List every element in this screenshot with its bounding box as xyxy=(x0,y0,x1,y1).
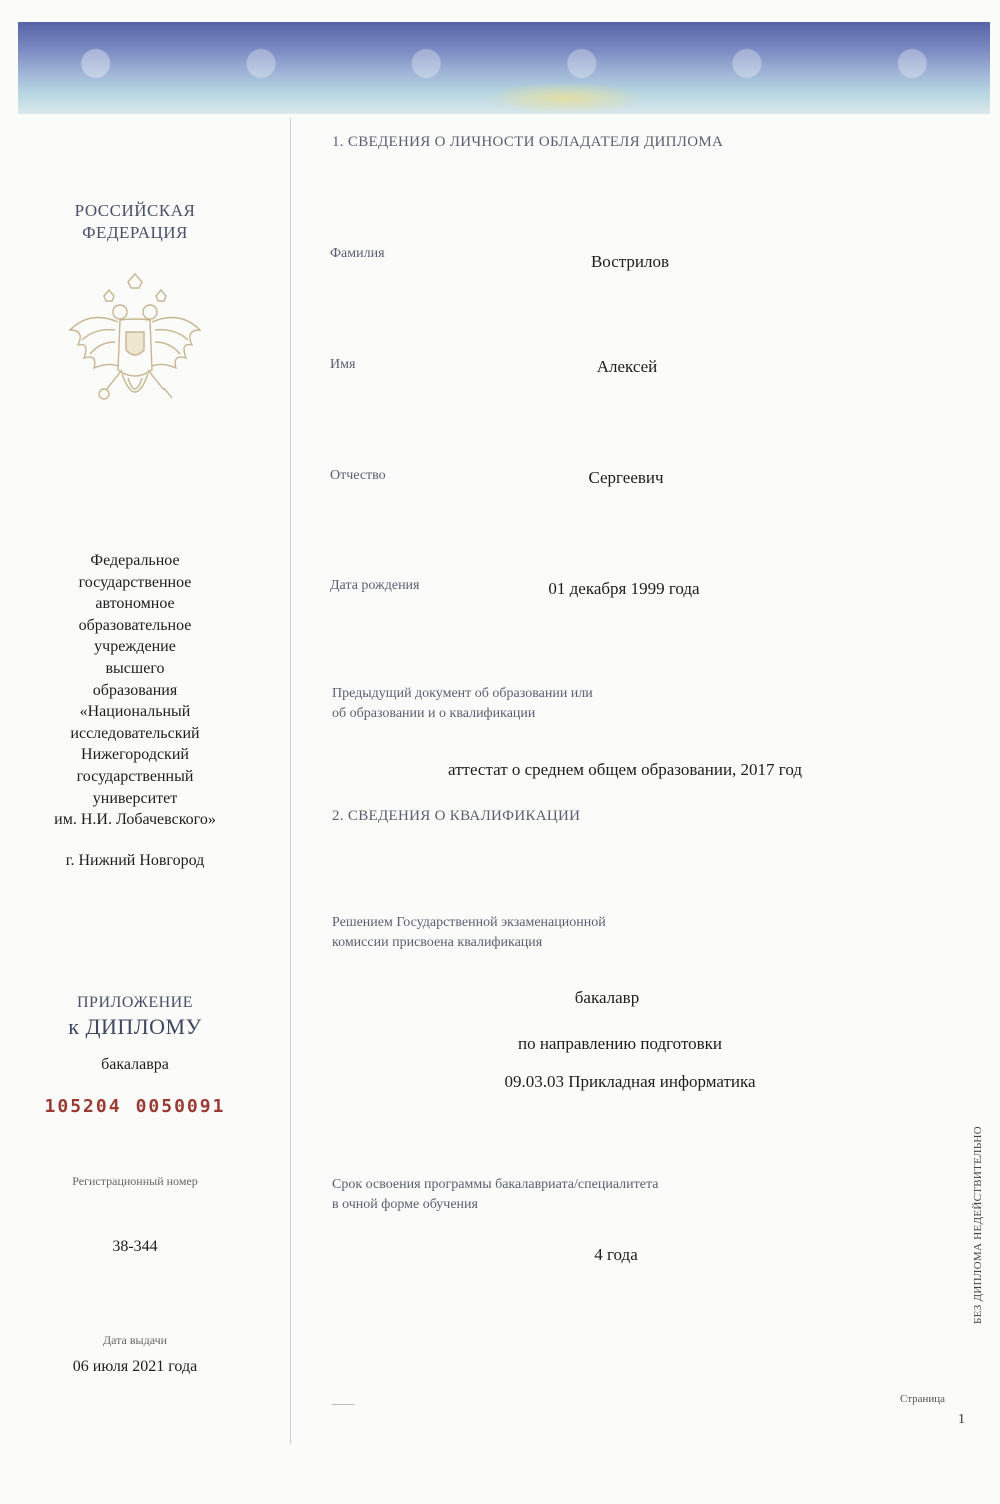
country-line-1: РОССИЙСКАЯ xyxy=(74,201,196,220)
registration-number: 38-344 xyxy=(112,1238,158,1255)
registration-label: Регистрационный номер xyxy=(72,1174,198,1188)
surname-value: Вострилов xyxy=(590,252,670,271)
previous-document-value: аттестат о среднем общем образовании, 2017 год xyxy=(447,760,803,779)
org-line: исследовательский xyxy=(70,724,200,742)
org-line: им. Н.И. Лобачевского» xyxy=(54,811,216,829)
serial-series: 105204 xyxy=(44,1096,122,1117)
city: г. Нижний Новгород xyxy=(65,852,205,869)
prev-doc-label-line-2: об образовании и о квалификации xyxy=(332,706,536,721)
study-term-label xyxy=(332,1175,658,1215)
country-name xyxy=(0,200,270,244)
page-number: 1 xyxy=(958,1412,965,1427)
birth-date-label: Дата рождения xyxy=(330,578,420,593)
footer-dash xyxy=(332,1404,354,1405)
org-line: высшего xyxy=(105,659,165,677)
degree-level: бакалавра xyxy=(101,1056,169,1073)
patronymic-label: Отчество xyxy=(330,468,386,483)
decision-line-1: Решением Государственной экзаменационной xyxy=(332,915,606,930)
coat-of-arms-icon xyxy=(60,270,210,420)
term-line-2: в очной форме обучения xyxy=(332,1197,478,1212)
study-term-value: 4 года xyxy=(594,1245,638,1264)
org-line: автономное xyxy=(95,595,175,613)
term-line-1: Срок освоения программы бакалавриата/специалитета xyxy=(332,1177,659,1192)
previous-document-label xyxy=(332,684,593,724)
qualification-decision-label xyxy=(332,913,606,953)
column-divider xyxy=(290,118,291,1444)
decision-line-2: комиссии присвоена квалификация xyxy=(332,935,543,950)
country-line-2: ФЕДЕРАЦИЯ xyxy=(82,223,188,242)
direction-value: 09.03.03 Прикладная информатика xyxy=(504,1072,756,1091)
qualification-value: бакалавр xyxy=(574,988,640,1007)
org-line: образования xyxy=(92,681,178,699)
banner-glow xyxy=(485,82,645,114)
security-banner xyxy=(18,22,990,114)
direction-label: по направлению подготовки xyxy=(517,1034,723,1053)
org-line: Федеральное xyxy=(90,552,180,569)
org-line: Нижегородский xyxy=(81,746,189,764)
prev-doc-label-line-1: Предыдущий документ об образовании или xyxy=(332,686,593,701)
name-label: Имя xyxy=(330,357,356,372)
validity-note: БЕЗ ДИПЛОМА НЕДЕЙСТВИТЕЛЬНО xyxy=(972,1126,984,1324)
appendix-subtitle: к ДИПЛОМУ xyxy=(68,1014,202,1039)
issue-date: 06 июля 2021 года xyxy=(72,1358,198,1375)
surname-label: Фамилия xyxy=(330,246,385,261)
org-line: учреждение xyxy=(94,638,176,656)
org-line: образовательное xyxy=(78,616,192,634)
section-1-heading: 1. СВЕДЕНИЯ О ЛИЧНОСТИ ОБЛАДАТЕЛЯ ДИПЛОМА xyxy=(332,134,724,150)
serial-number-value: 0050091 xyxy=(135,1096,226,1117)
section-2-heading: 2. СВЕДЕНИЯ О КВАЛИФИКАЦИИ xyxy=(332,808,581,824)
name-value: Алексей xyxy=(596,357,658,376)
patronymic-value: Сергеевич xyxy=(588,468,664,487)
issue-date-label: Дата выдачи xyxy=(102,1333,168,1347)
page-label: Страница xyxy=(900,1393,946,1405)
serial-number xyxy=(0,1096,270,1117)
org-line: «Национальный xyxy=(79,703,191,721)
organization-name xyxy=(0,550,270,831)
birth-date-value: 01 декабря 1999 года xyxy=(548,579,700,598)
org-line: государственное xyxy=(78,573,192,591)
appendix-title: ПРИЛОЖЕНИЕ xyxy=(76,994,193,1011)
org-line: университет xyxy=(92,789,178,807)
org-line: государственный xyxy=(76,767,194,785)
